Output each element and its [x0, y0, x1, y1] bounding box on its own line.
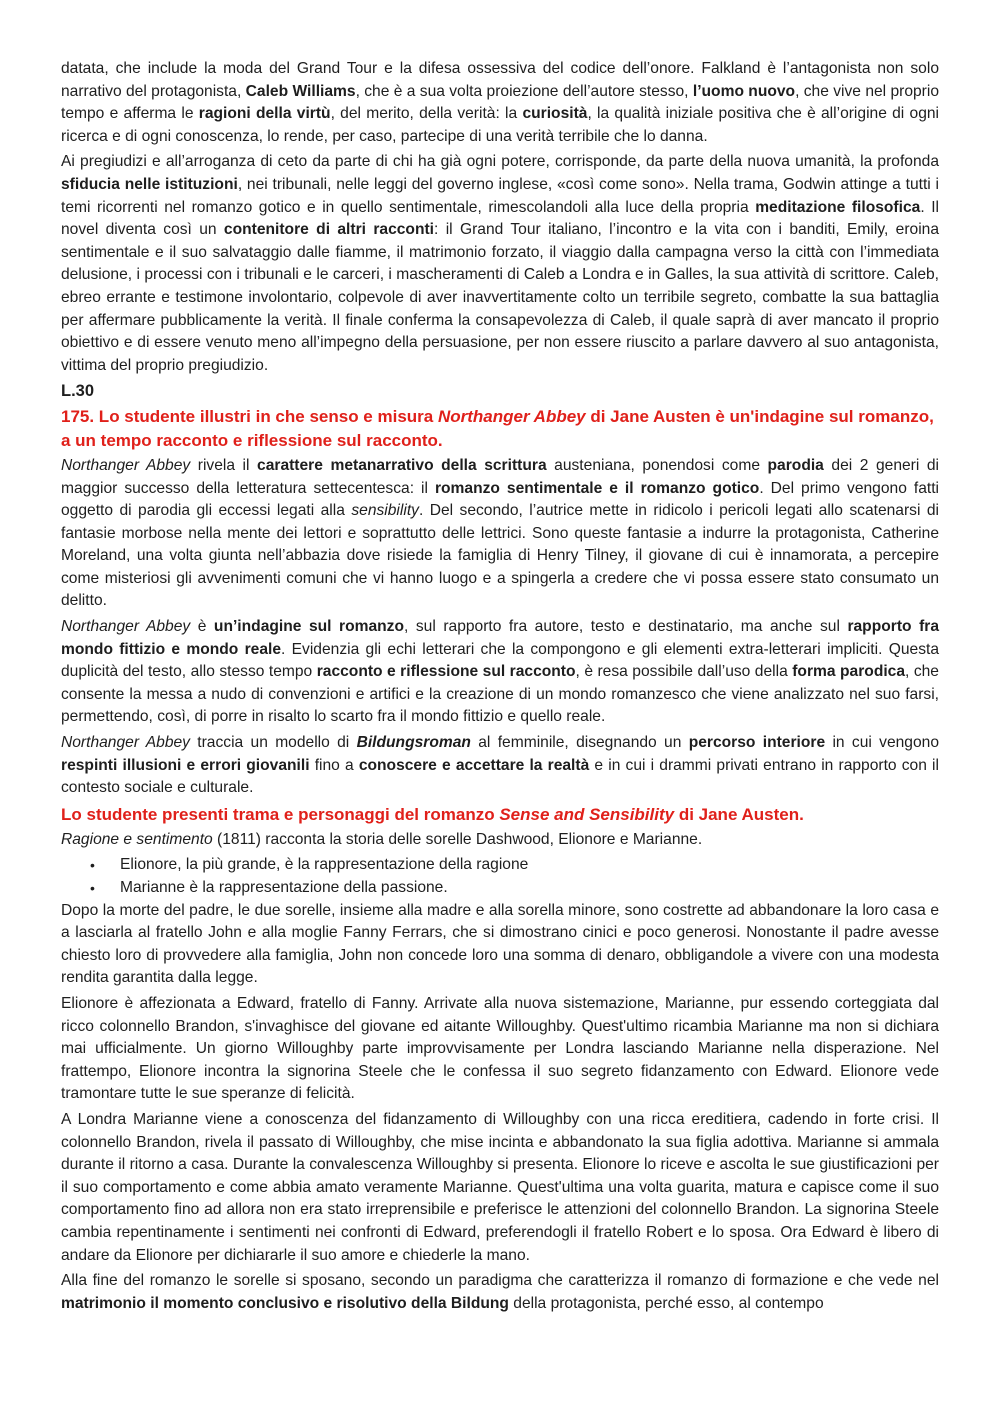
paragraph-plot-2: Elionore è affezionata a Edward, fratello di Fanny. Arrivate alla nuova sistemazione, Marianne, pur essendo corteggiata dal ricco colonnello Brandon, s'invaghisce del giovane ed aitante Willoughby. Quest'ultimo ricambia Marianne ma non si dichiara mai ufficialmente. Un giorno Willoughby parte improvvisamente per Londra lasciando Marianne nella disperazione. Nel frattempo, Elionore incontra la signorina Steele che le confessa il suo segreto fidanzamento con Edward. Elionore vede tramontare tutte le sue speranze di felicità. [61, 994, 939, 1103]
italic-title: Sense and Sensibility [499, 804, 675, 824]
bold-term: l’uomo nuovo [692, 82, 796, 100]
question-175-heading [61, 405, 939, 453]
text-run: di Jane Austen è un'indagine sul romanzo, a un tempo racconto e riflessione sul racconto. [61, 406, 934, 450]
bold-term: un’indagine sul romanzo [213, 618, 404, 636]
italic-title: Northanger Abbey [61, 618, 191, 636]
text-run: , è resa possibile dall’uso della [575, 663, 793, 681]
paragraph-metanarrative [61, 455, 939, 613]
section-label: L.30 [61, 382, 95, 401]
text-run: , che è a sua volta proiezione dell’autore stesso, [355, 82, 693, 100]
text-run: . Del primo vengono fatti oggetto di parodia gli eccessi legati alla [61, 479, 939, 520]
bold-term: percorso interiore [688, 734, 826, 752]
text-run: traccia un modello di [189, 734, 357, 752]
text-run: dei 2 generi di maggior successo della letteratura settecentesca: il [61, 456, 939, 497]
bold-term: sfiducia nelle istituzioni [61, 175, 238, 193]
text-run: , che vive nel proprio tempo e afferma le [61, 82, 940, 123]
text-run: austeniana, ponendosi come [546, 456, 768, 474]
paragraph-indagine [61, 616, 939, 729]
paragraph-bildungsroman [61, 732, 939, 800]
bullet-item: • Marianne è la rappresentazione della passione. [61, 877, 939, 900]
paragraph-plot-3: A Londra Marianne viene a conoscenza del fidanzamento di Willoughby con una ricca ereditiera, cadendo in forte crisi. Il colonnello Brandon, rivela il passato di Willoughby, che mise incinta e abbandonato la sua figlia adottiva. Marianne si ammala durante il ritorno a casa. Durante la convalescenza Willoughby si presenta. Elionore lo riceve e ascolta le sue giustificazioni per il suo comportamento e come abbia amato veramente Marianne. Quest'ultima una volta guarita, matura e capisce come il suo comportamento fino ad allora non era stato irreprensibile e preferisce le attenzioni del colonnello Brandon. La signorina Steele cambia repentinamente i sentimenti nei confronti di Edward, preferendogli il fratello Robert e lo sposa. Ora Edward è libero di andare da Elionore per dichiararle il suo amore e chiederle la mano. [61, 1110, 939, 1264]
bold-term: curiosità [522, 105, 588, 123]
bold-term: carattere metanarrativo della scrittura [257, 456, 547, 474]
text-run: 175. Lo studente illustri in che senso e misura [61, 406, 438, 426]
question-sense-sensibility-heading [61, 803, 939, 827]
bold-term: respinti illusioni e errori giovanili [61, 756, 310, 774]
text-run: al femminile, disegnando un [470, 734, 689, 752]
paragraph-godwin-themes [61, 151, 939, 377]
text-run: Lo studente presenti trama e personaggi del romanzo [61, 804, 500, 824]
paragraph-conclusion [61, 1270, 939, 1315]
text-run: in cui vengono [825, 734, 939, 752]
text-run: , sul rapporto fra autore, testo e destinatario, ma anche sul [404, 618, 848, 636]
text-run: di Jane Austen. [674, 804, 804, 824]
bold-term: parodia [767, 456, 824, 474]
text-run: . Il novel diventa così un [61, 198, 939, 239]
text-run: rivela il [190, 456, 258, 474]
text-run: . Del secondo, l’autrice mette in ridicolo i pericoli legati allo scatenarsi di fantasie morbose nella mente dei lettori e soprattutto delle lettrici. Sono queste fantasie a indurre la protagonista, Catherine Moreland, una volta giunta nell’abbazia dove risiede la famiglia di Henry Tilney, il giovane di cui è innamorata, a percepire come misteriosi gli avvenimenti comuni che vi hanno luogo e a spingerla a credere che vi possa essere stato consumato un delitto. [61, 502, 940, 610]
text-run: , che consente la messa a nudo di convenzioni e artifici e la creazione di un mondo romanzesco che viene analizzato nel suo farsi, permettendo, così, di porre in risalto lo scarto fra il mondo fittizio e quello reale. [61, 663, 939, 726]
bold-term: Caleb Williams [245, 82, 356, 100]
bullet-item: • Elionore, la più grande, è la rappresentazione della ragione [61, 854, 939, 877]
text-run: della protagonista, perché esso, al contempo [508, 1294, 824, 1312]
bullet-list [61, 854, 939, 899]
text-run: Alla fine del romanzo le sorelle si sposano, secondo un paradigma che caratterizza il romanzo di formazione e che vede nel [61, 1272, 939, 1290]
bold-term: conoscere e accettare la realtà [358, 756, 590, 774]
text-run: , la qualità iniziale positiva che è all’origine di ogni ricerca e di ogni conoscenza, lo rende, per caso, partecipe di una verità terribile che lo danna. [61, 105, 940, 145]
bold-term: romanzo sentimentale e il romanzo gotico [434, 479, 760, 497]
text-run: e in cui i drammi privati entrano in rapporto con il contesto sociale e culturale. [61, 756, 939, 797]
text-run: , del merito, della verità: la [330, 105, 523, 123]
text-run: (1811) racconta la storia delle sorelle Dashwood, Elionore e Marianne. [212, 830, 703, 848]
bold-term: matrimonio il momento conclusivo e risolutivo della Bildung [61, 1294, 509, 1312]
italic-term: sensibility [351, 502, 419, 520]
italic-title: Northanger Abbey [437, 406, 586, 426]
text-run: Ai pregiudizi e all’arroganza di ceto da parte di chi ha già ogni potere, corrisponde, da parte della nuova umanità, la profonda [61, 153, 939, 171]
italic-title: Ragione e sentimento [61, 830, 213, 848]
text-run: fino a [309, 756, 359, 774]
paragraph-plot-1: Dopo la morte del padre, le due sorelle, insieme alla madre e alla sorella minore, sono costrette ad abbandonare la loro casa e a lasciarla al fratello John e alla moglie Fanny Ferrars, che si dimostrano cinici e poco generosi. Nonostante il padre avesse chiesto loro di provvedere alla famiglia, John non concede loro una somma di denaro, obbligandole a vivere con una modesta rendita garantita dalla legge. [61, 901, 939, 987]
bold-term: meditazione filosofica [755, 198, 921, 216]
paragraph-caleb-williams [61, 58, 939, 148]
italic-title: Northanger Abbey [61, 456, 191, 474]
bold-term: contenitore di altri racconti [223, 221, 435, 239]
text-run: : il Grand Tour italiano, l’incontro e la vita con i banditi, Emily, eroina sentimentale e il suo salvataggio dalle fiamme, il matrimonio forzato, il viaggio dalla campagna verso la città con l’immediata delusione, i processi con i tribunali e le carceri, i mascheramenti di Caleb a Londra e in Galles, la sua attività di scrittore. Caleb, ebreo errante e testimone involontario, colpevole di aver inavvertitamente colto un terribile segreto, combatte la sua battaglia per affermare pubblicamente la verità. Il finale conferma la consapevolezza di Caleb, il quale saprà di aver mancato il proprio obiettivo e di essere venuto meno all’impegno della persuasione, per non essere riuscito a parlare davvero al suo antagonista, vittima del proprio pregiudizio. [61, 221, 940, 374]
text-run: . Evidenzia gli echi letterari che la compongono e gli elementi extra-letterari impliciti. Questa duplicità del testo, allo stesso tempo [61, 640, 939, 681]
italic-title: Northanger Abbey [61, 734, 190, 752]
text-run: , nei tribunali, nelle leggi del governo inglese, «così come sono». Nella trama, Godwin attinge a tutti i temi ricorrenti nel romanzo gotico e in quello sentimentale, rimescolandoli alla luce della propria [61, 175, 940, 216]
text-run: è [190, 618, 214, 636]
bold-term: forma parodica [792, 663, 906, 681]
bold-term: racconto e riflessione sul racconto [316, 663, 576, 681]
bold-term: rapporto fra mondo fittizio e mondo reale [61, 618, 940, 658]
text-run: datata, che include la moda del Grand Tour e la difesa ossessiva del codice dell’onore. Falkland è l’antagonista non solo narrativo del protagonista, [61, 60, 939, 100]
bold-term: ragioni della virtù [198, 105, 331, 123]
paragraph-intro-dashwood [61, 829, 939, 852]
bold-italic-term: Bildungsroman [356, 734, 471, 752]
